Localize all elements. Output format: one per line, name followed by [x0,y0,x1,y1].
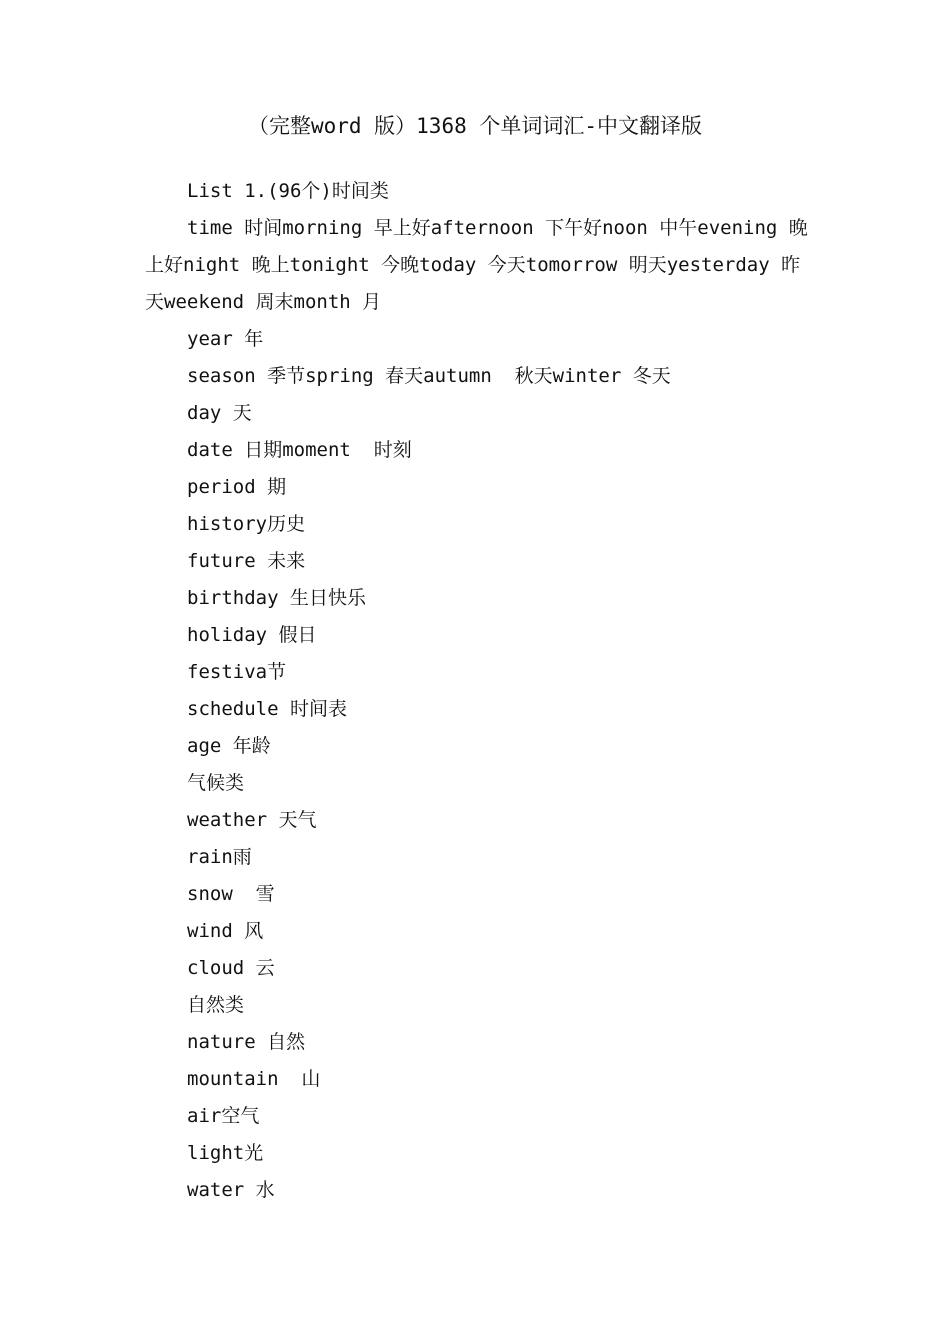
vocabulary-entry: 自然类 [187,994,245,1016]
vocabulary-entry: age 年龄 [187,735,271,757]
vocabulary-entry: wind 风 [187,920,264,942]
vocabulary-list [145,173,810,1209]
vocabulary-entry: festiva节 [187,661,287,683]
vocabulary-entry: season 季节spring 春天autumn 秋天winter 冬天 [187,365,671,387]
vocabulary-entry: year 年 [187,328,264,350]
vocabulary-entry: future 未来 [187,550,306,572]
vocabulary-entry: light光 [187,1142,264,1164]
vocabulary-entry: birthday 生日快乐 [187,587,366,609]
vocabulary-entry: weather 天气 [187,809,317,831]
vocabulary-entries [145,321,810,1209]
document-title: （完整word 版）1368 个单词词汇-中文翻译版 [247,114,703,138]
vocabulary-entry: water 水 [187,1179,275,1201]
vocabulary-entry: nature 自然 [187,1031,306,1053]
vocabulary-entry: cloud 云 [187,957,275,979]
vocabulary-entry: schedule 时间表 [187,698,347,720]
vocabulary-entry: 气候类 [187,772,245,794]
vocabulary-entry: snow 雪 [187,883,275,905]
vocabulary-entry: date 日期moment 时刻 [187,439,412,461]
vocabulary-entry: holiday 假日 [187,624,317,646]
vocabulary-entry: rain雨 [187,846,252,868]
vocabulary-entry: air空气 [187,1105,260,1127]
vocabulary-paragraph: time 时间morning 早上好afternoon 下午好noon 中午evening 晚上好night 晚上tonight 今晚today 今天tomorrow 明天yesterday 昨天weekend 周末month 月 [145,217,808,313]
list-heading: List 1.(96个)时间类 [187,180,389,202]
vocabulary-entry: period 期 [187,476,287,498]
vocabulary-entry: history历史 [187,513,306,535]
vocabulary-entry: mountain 山 [187,1068,321,1090]
vocabulary-entry: day 天 [187,402,252,424]
